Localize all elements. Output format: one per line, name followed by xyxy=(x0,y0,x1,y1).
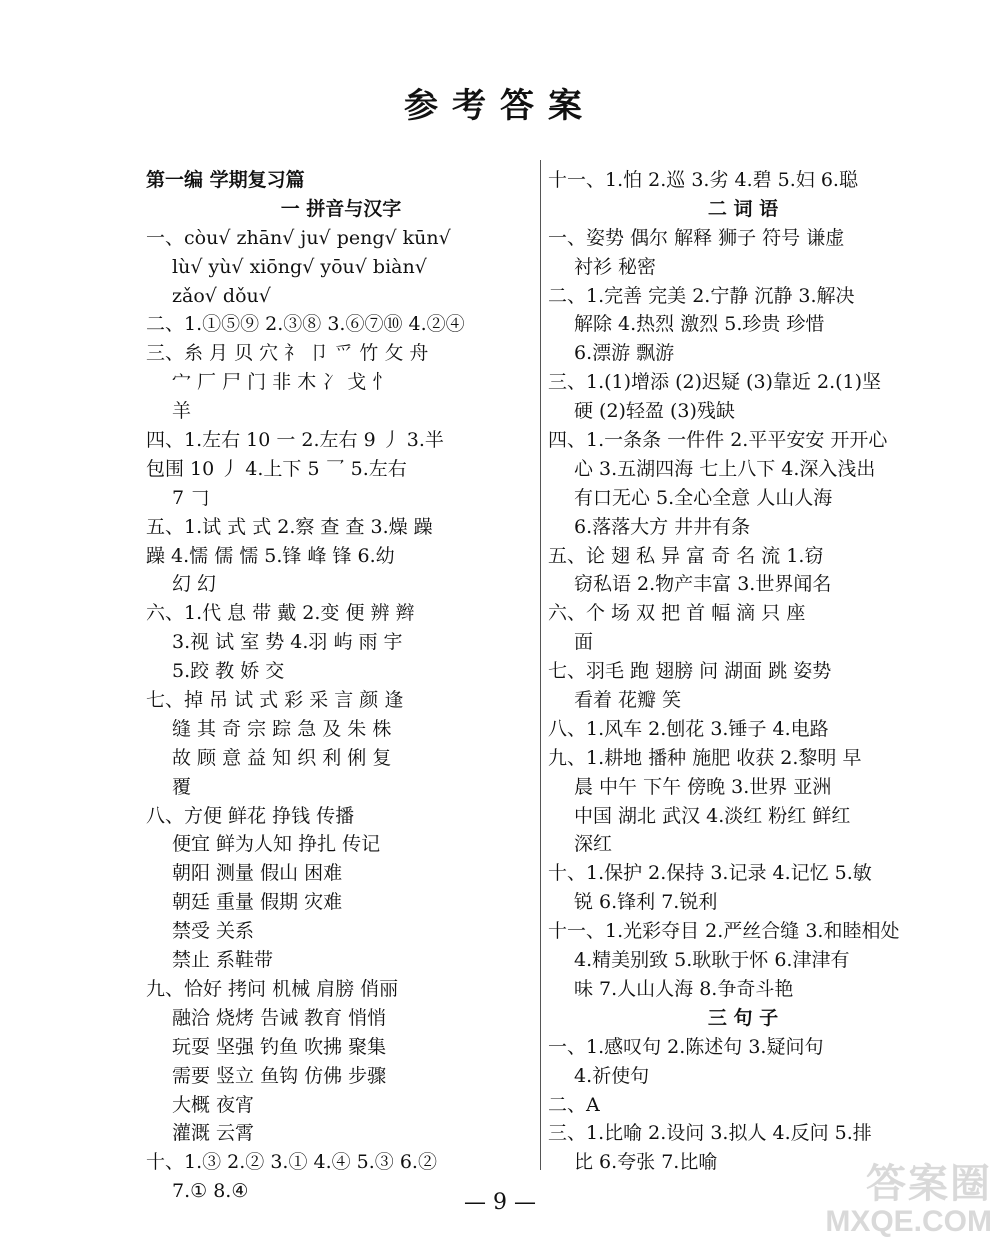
answer-line: 六、个 场 双 把 首 幅 滴 只 座 xyxy=(548,602,806,625)
answer-line: 五、1.试 式 式 2.察 查 查 3.燥 躁 xyxy=(146,515,433,538)
answer-line: 五、论 翅 私 异 富 奇 名 流 1.窃 xyxy=(548,544,824,567)
answer-line: 朝廷 重量 假期 灾难 xyxy=(172,891,343,914)
answer-line: 大概 夜宵 xyxy=(172,1093,255,1116)
answer-line: 灌溉 云霄 xyxy=(172,1122,255,1145)
answer-line: 窃私语 2.物产丰富 3.世界闻名 xyxy=(574,573,832,596)
answer-line: 九、1.耕地 播种 施肥 收获 2.黎明 早 xyxy=(548,746,862,769)
column-divider xyxy=(540,160,541,1170)
answer-line: 八、1.风车 2.刨花 3.锤子 4.电路 xyxy=(548,717,829,740)
answer-line: 6.漂游 飘游 xyxy=(574,342,675,365)
answer-line: 衬衫 秘密 xyxy=(574,255,657,278)
answer-line: 躁 4.懦 儒 懦 5.锋 峰 锋 6.幼 xyxy=(146,544,395,567)
answer-line: 二、1.①⑤⑨ 2.③⑧ 3.⑥⑦⑩ 4.②④ xyxy=(146,313,465,336)
watermark-url: MXQE.COM xyxy=(825,1205,992,1238)
page-title: 参考答案 xyxy=(404,86,596,126)
answer-line: 中国 湖北 武汉 4.淡红 粉红 鲜红 xyxy=(574,804,851,827)
answer-line: 硬 (2)轻盈 (3)残缺 xyxy=(574,400,735,423)
answer-line: 一、còu√ zhān√ ju√ peng√ kūn√ xyxy=(146,226,451,249)
answer-line: 便宜 鲜为人知 挣扎 传记 xyxy=(172,833,381,856)
answer-line: 禁止 系鞋带 xyxy=(172,949,274,972)
answer-line: 一 拼音与汉字 xyxy=(280,197,402,220)
answer-line: 缝 其 奇 宗 踪 急 及 朱 株 xyxy=(172,717,392,740)
page-number: — 9 — xyxy=(464,1190,536,1215)
answer-line: 七、掉 吊 试 式 彩 采 言 颜 逢 xyxy=(146,689,404,712)
answer-line: 三、1.比喻 2.设问 3.拟人 4.反问 5.排 xyxy=(548,1122,872,1145)
answer-line: 味 7.人山人海 8.争奇斗艳 xyxy=(574,977,794,1000)
answer-line: 十一、1.光彩夺目 2.严丝合缝 3.和睦相处 xyxy=(548,920,900,943)
answer-line: 覆 xyxy=(172,775,192,798)
answer-line: 三、1.(1)增添 (2)迟疑 (3)靠近 2.(1)坚 xyxy=(548,371,882,394)
answer-line: 四、1.左右 10 一 2.左右 9 丿 3.半 xyxy=(146,429,444,452)
answer-line: 3.视 试 室 势 4.羽 屿 雨 宇 xyxy=(172,631,403,654)
answer-line: 有口无心 5.全心全意 人山人海 xyxy=(574,486,833,509)
answer-line: 面 xyxy=(574,631,594,654)
answer-line: 幻 幻 xyxy=(172,573,217,596)
left-column xyxy=(146,166,536,1206)
answer-line: 晨 中午 下午 傍晚 3.世界 亚洲 xyxy=(574,775,832,798)
answer-line: lù√ yù√ xiōng√ yōu√ biàn√ xyxy=(172,255,427,278)
answer-line: 锐 6.锋利 7.锐利 xyxy=(574,891,718,914)
answer-line: 六、1.代 息 带 戴 2.变 便 辨 辫 xyxy=(146,602,415,625)
answer-line: 十、1.③ 2.② 3.① 4.④ 5.③ 6.② xyxy=(146,1151,437,1174)
answer-line: 羊 xyxy=(172,400,192,423)
answer-line: 三 句 子 xyxy=(707,1006,779,1029)
answer-line: 4.精美别致 5.耿耿于怀 6.津津有 xyxy=(574,949,850,972)
answer-line: 5.跤 教 娇 交 xyxy=(172,660,285,683)
answer-line: 需要 竖立 鱼钩 仿佛 步骤 xyxy=(172,1064,387,1087)
answer-line: 玩耍 坚强 钓鱼 吹拂 聚集 xyxy=(172,1035,387,1058)
answer-line: 解除 4.热烈 激烈 5.珍贵 珍惜 xyxy=(574,313,825,336)
right-column xyxy=(548,166,938,1177)
watermark-logo-text: 答案圈 xyxy=(866,1162,992,1206)
answer-line: 七、羽毛 跑 翅膀 问 湖面 跳 姿势 xyxy=(548,660,832,683)
answer-line: 朝阳 测量 假山 困难 xyxy=(172,862,343,885)
answer-line: 宀 厂 尸 门 非 木 冫 戈 忄 xyxy=(172,371,392,394)
answer-line: 包围 10 丿 4.上下 5 乛 5.左右 xyxy=(146,457,407,480)
answer-line: 一、姿势 偶尔 解释 狮子 符号 谦虚 xyxy=(548,226,845,249)
answer-line: 十一、1.怕 2.巡 3.劣 4.碧 5.妇 6.聪 xyxy=(548,169,858,191)
answer-line: zǎo√ dǒu√ xyxy=(172,284,271,307)
answer-line: 6.落落大方 井井有条 xyxy=(574,515,751,538)
answer-line: 四、1.一条条 一件件 2.平平安安 开开心 xyxy=(548,429,888,452)
answer-line: 7 𠃌 xyxy=(172,486,210,509)
answer-line: 看着 花瓣 笑 xyxy=(574,689,682,712)
answer-line: 深红 xyxy=(574,833,613,856)
answer-line: 九、恰好 拷问 机械 肩膀 俏丽 xyxy=(146,977,399,1000)
answer-line: 4.祈使句 xyxy=(574,1064,650,1087)
answer-line: 三、糸 月 贝 穴 礻 卩 爫 竹 攵 舟 xyxy=(146,342,429,365)
answer-line: 7.① 8.④ xyxy=(172,1180,249,1203)
answer-line: 融洽 烧烤 告诫 教育 悄悄 xyxy=(172,1006,387,1029)
answer-line: 二、A xyxy=(548,1093,600,1116)
answer-line: 二 词 语 xyxy=(707,197,779,220)
answer-line: 比 6.夸张 7.比喻 xyxy=(574,1151,718,1174)
watermark xyxy=(825,1162,992,1241)
answer-line: 二、1.完善 完美 2.宁静 沉静 3.解决 xyxy=(548,284,855,307)
answer-line: 十、1.保护 2.保持 3.记录 4.记忆 5.敏 xyxy=(548,862,872,885)
answer-line: 一、1.感叹句 2.陈述句 3.疑问句 xyxy=(548,1035,824,1058)
answer-line: 故 顾 意 益 知 织 利 俐 复 xyxy=(172,746,392,769)
answer-line: 第一编 学期复习篇 xyxy=(146,169,305,191)
answer-line: 八、方便 鲜花 挣钱 传播 xyxy=(146,804,355,827)
answer-line: 心 3.五湖四海 七上八下 4.深入浅出 xyxy=(574,457,876,480)
answer-line: 禁受 关系 xyxy=(172,920,255,943)
